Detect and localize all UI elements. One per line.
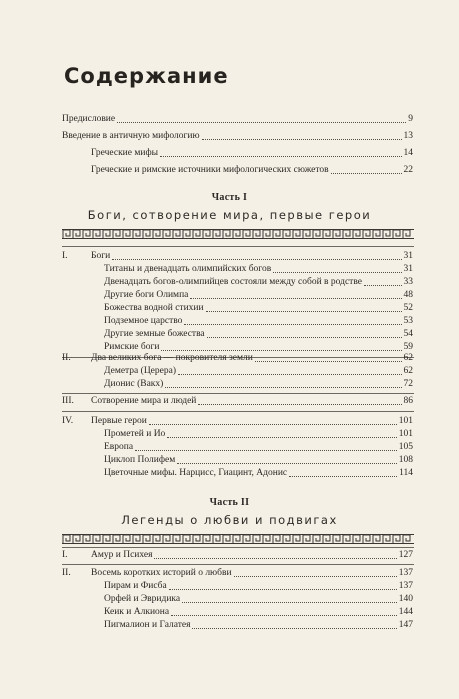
toc-entry-label: Римские боги — [104, 342, 160, 352]
toc-entry-page: 127 — [398, 550, 413, 560]
toc-entry-page: 72 — [403, 379, 413, 389]
section-number: II. — [62, 353, 71, 363]
toc-entry-page: 31 — [403, 264, 413, 274]
part-title: Легенды о любви и подвигах — [121, 513, 338, 527]
toc-entry-page: 140 — [398, 594, 413, 604]
toc-entry-page: 147 — [398, 620, 413, 630]
toc-entry-label: Дионис (Вакх) — [104, 379, 164, 389]
divider — [62, 393, 414, 394]
toc-subentry — [104, 454, 413, 467]
leader-dots — [234, 576, 397, 577]
leader-dots — [364, 285, 402, 286]
toc-subentry — [104, 289, 413, 302]
toc-entry-page: 114 — [399, 468, 413, 478]
toc-subentry — [104, 302, 413, 315]
divider — [62, 547, 414, 548]
part-title: Боги, сотворение мира, первые герои — [87, 208, 372, 222]
toc-entry-label: Двенадцать богов-олимпийцев состояли между собой в родстве — [104, 277, 362, 287]
leader-dots — [149, 424, 397, 425]
toc-subentry — [104, 315, 413, 328]
toc-entry-page: 101 — [398, 429, 413, 439]
section-number: II. — [62, 568, 71, 578]
meander-border — [62, 534, 414, 544]
toc-subentry — [104, 593, 413, 606]
toc-subentry — [104, 428, 413, 441]
toc-subentry — [104, 378, 413, 391]
toc-entry-page: 108 — [398, 455, 413, 465]
toc-section — [91, 352, 413, 365]
leader-dots — [178, 374, 402, 375]
leader-dots — [154, 558, 396, 559]
toc-entry-label: Боги — [91, 251, 111, 261]
leader-dots — [171, 615, 397, 616]
toc-entry-label: Пигмалион и Галатея — [104, 620, 191, 630]
toc-entry-page: 144 — [398, 607, 413, 617]
divider — [62, 564, 414, 565]
toc-entry-page: 137 — [398, 568, 413, 578]
leader-dots — [165, 387, 401, 388]
toc-entry-page: 48 — [403, 290, 413, 300]
toc-entry-label: Пирам и Фисба — [104, 581, 167, 591]
part-label: Часть I — [211, 192, 248, 203]
meander-border — [62, 229, 414, 239]
leader-dots — [117, 122, 406, 123]
toc-entry-label: Введение в античную мифологию — [62, 131, 200, 141]
toc-entry-page: 14 — [403, 148, 413, 158]
leader-dots — [167, 437, 396, 438]
page-title: Содержание — [64, 64, 229, 88]
divider — [62, 411, 414, 412]
toc-entry-page: 59 — [403, 342, 413, 352]
toc-entry-label: Подземное царство — [104, 316, 183, 326]
toc-section — [91, 415, 413, 428]
leader-dots — [190, 298, 401, 299]
leader-dots — [161, 350, 401, 351]
toc-entry-page: 54 — [403, 329, 413, 339]
toc-entry-page: 22 — [403, 165, 413, 175]
toc-entry-label: Прометей и Ио — [104, 429, 166, 439]
toc-entry — [62, 130, 413, 143]
leader-dots — [289, 476, 397, 477]
toc-entry-label: Кеик и Алкиона — [104, 607, 170, 617]
toc-entry-page: 86 — [403, 396, 413, 406]
toc-entry-page: 9 — [408, 114, 413, 124]
leader-dots — [202, 139, 402, 140]
toc-entry-label: Греческие и римские источники мифологических сюжетов — [91, 165, 329, 175]
section-number: IV. — [62, 416, 74, 426]
toc-entry-page: 13 — [403, 131, 413, 141]
toc-entry-page: 31 — [403, 251, 413, 261]
toc-entry-label: Амур и Психея — [91, 550, 153, 560]
toc-entry-label: Европа — [104, 442, 134, 452]
toc-entry-page: 53 — [403, 316, 413, 326]
leader-dots — [184, 324, 401, 325]
divider — [62, 246, 414, 247]
toc-entry-page: 101 — [398, 416, 413, 426]
toc-subentry — [104, 328, 413, 341]
toc-subentry — [104, 606, 413, 619]
toc-entry-page: 52 — [403, 303, 413, 313]
toc-subentry — [104, 365, 413, 378]
toc-entry-label: Предисловие — [62, 114, 116, 124]
toc-subentry — [104, 276, 413, 289]
toc-entry-page: 105 — [398, 442, 413, 452]
part-label: Часть II — [209, 497, 250, 508]
toc-section — [91, 549, 413, 562]
leader-dots — [182, 602, 397, 603]
leader-dots — [255, 361, 402, 362]
toc-entry-label: Деметра (Церера) — [104, 366, 176, 376]
toc-entry-page: 62 — [403, 353, 413, 363]
toc-section — [91, 567, 413, 580]
leader-dots — [198, 404, 401, 405]
toc-subentry — [104, 467, 413, 480]
toc-subentry — [91, 164, 413, 177]
toc-entry-label: Первые герои — [91, 416, 147, 426]
toc-entry-label: Другие земные божества — [104, 329, 205, 339]
toc-entry-label: Восемь коротких историй о любви — [91, 568, 232, 578]
toc-subentry — [91, 147, 413, 160]
toc-entry-label: Орфей и Эвридика — [104, 594, 181, 604]
leader-dots — [206, 311, 402, 312]
leader-dots — [135, 450, 397, 451]
leader-dots — [160, 156, 402, 157]
toc-entry-page: 62 — [403, 366, 413, 376]
toc-subentry — [104, 263, 413, 276]
toc-entry-label: Циклоп Полифем — [104, 455, 176, 465]
toc-section — [91, 250, 413, 263]
leader-dots — [112, 259, 401, 260]
toc-section — [91, 395, 413, 408]
toc-entry-label: Греческие мифы — [91, 148, 158, 158]
leader-dots — [273, 272, 401, 273]
toc-entry-page: 33 — [403, 277, 413, 287]
leader-dots — [331, 173, 402, 174]
toc-subentry — [104, 580, 413, 593]
section-number: I. — [62, 550, 68, 560]
section-number: I. — [62, 251, 68, 261]
leader-dots — [169, 589, 397, 590]
toc-entry-label: Титаны и двенадцать олимпийских богов — [104, 264, 272, 274]
toc-entry-label: Сотворение мира и людей — [91, 396, 197, 406]
toc-subentry — [104, 441, 413, 454]
toc-entry-label: Другие боги Олимпа — [104, 290, 189, 300]
leader-dots — [192, 628, 396, 629]
leader-dots — [177, 463, 397, 464]
toc-subentry — [104, 619, 413, 632]
leader-dots — [207, 337, 402, 338]
toc-entry-label: Цветочные мифы. Нарцисс, Гиацинт, Адонис — [104, 468, 288, 478]
section-number: III. — [62, 396, 74, 406]
toc-entry-label: Божества водной стихии — [104, 303, 204, 313]
toc-entry-label: Два великих бога — покровителя земли — [91, 353, 253, 363]
toc-entry — [62, 113, 413, 126]
toc-entry-page: 137 — [398, 581, 413, 591]
